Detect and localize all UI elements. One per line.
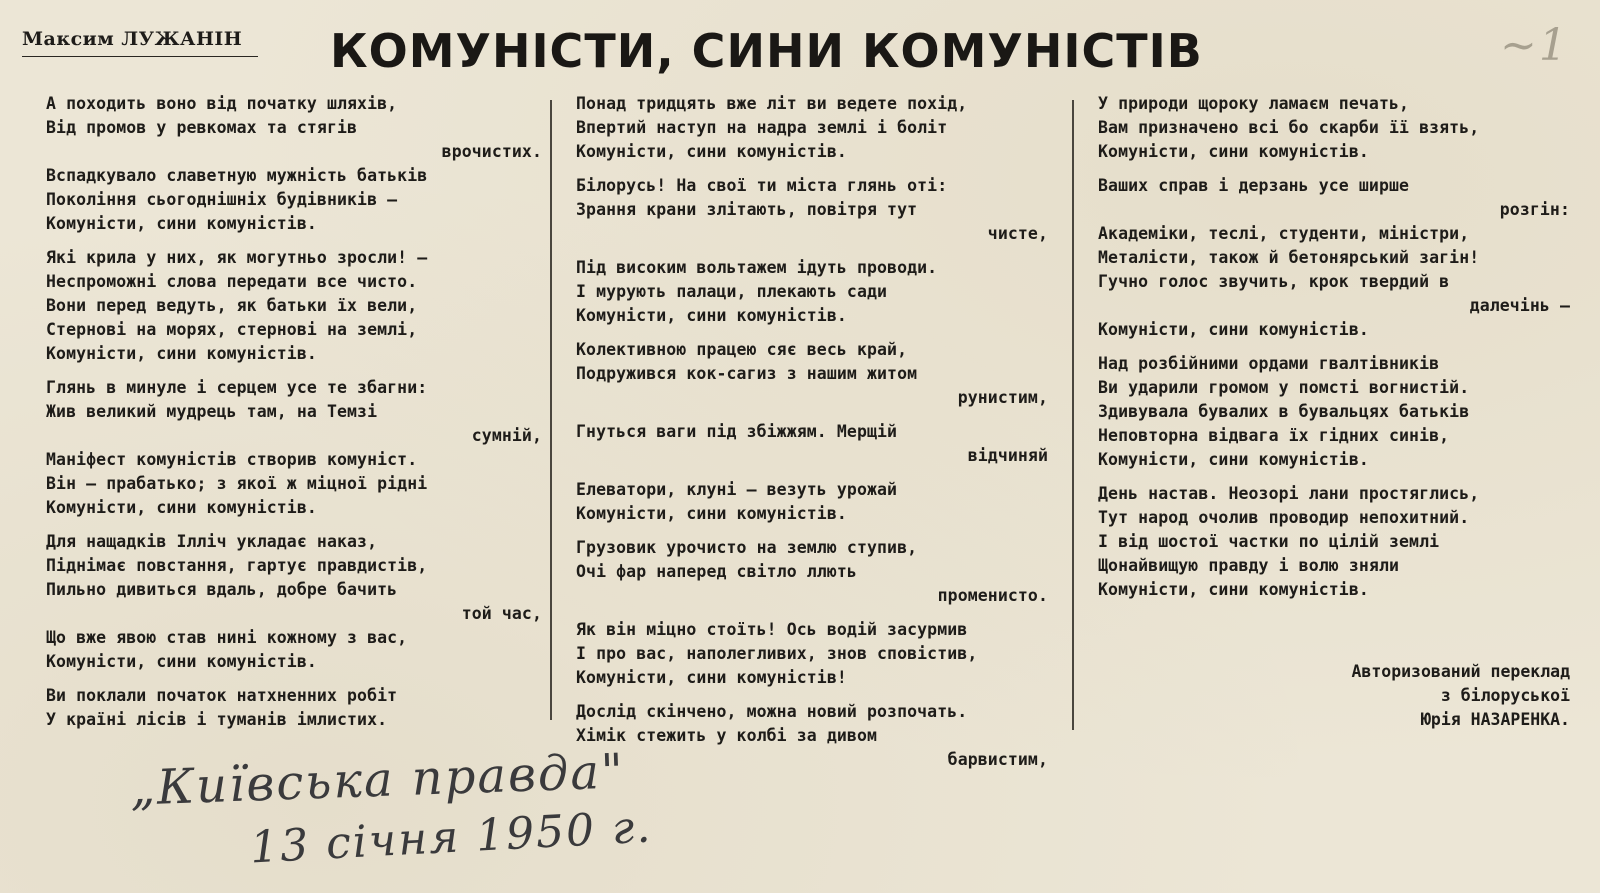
stanza	[576, 420, 1048, 468]
poem-line: Вспадкувало славетную мужність батьків	[46, 166, 428, 185]
poem-line: Комуністи, сини комуністів.	[576, 306, 847, 325]
poem-line: День настав. Неозорі лани простяглись,	[1098, 484, 1480, 503]
poem-line: чисте,	[987, 224, 1048, 243]
poem-line: І від шостої частки по цілій землі	[1098, 532, 1440, 551]
poem-line: відчиняй	[967, 446, 1048, 465]
poem-column-1	[46, 92, 542, 742]
poem-line: Білорусь! На свої ти міста глянь оті:	[576, 176, 948, 195]
poem-line: врочистих.	[441, 142, 542, 161]
poem-line: Комуністи, сини комуністів.	[1098, 320, 1369, 339]
poem-line: барвистим,	[947, 750, 1048, 769]
poem-line: Неспроможні слова передати все чисто.	[46, 272, 418, 291]
stanza	[576, 618, 1048, 690]
signature-line: з білоруської	[1440, 686, 1570, 705]
poem-line: Дослід скінчено, можна новий розпочать.	[576, 702, 968, 721]
poem-line: Покоління сьогоднішніх будівників —	[46, 190, 398, 209]
poem-line: Ви ударили громом у помсті вогнистій.	[1098, 378, 1470, 397]
poem-line: Жив великий мудрець там, на Темзі	[46, 402, 378, 421]
poem-line: Під високим вольтажем ідуть проводи.	[576, 258, 938, 277]
poem-line: Комуністи, сини комуністів.	[46, 344, 317, 363]
poem-line: Колективною працею сяє весь край,	[576, 340, 908, 359]
poem-line: А походить воно від початку шляхів,	[46, 94, 398, 113]
column-divider	[550, 100, 552, 720]
poem-title: КОМУНІСТИ, СИНИ КОМУНІСТІВ	[330, 24, 1203, 78]
poem-line: Грузовик урочисто на землю ступив,	[576, 538, 918, 557]
poem-line: Подружився кок-сагиз з нашим житом	[576, 364, 918, 383]
stanza	[46, 376, 542, 520]
stanza	[46, 530, 542, 674]
poem-line: Тут народ очолив проводир непохитний.	[1098, 508, 1470, 527]
handwritten-date: 13 січня 1950 г.	[248, 801, 654, 874]
poem-line: Ваших справ і дерзань усе ширше	[1098, 176, 1410, 195]
stanza	[576, 478, 1048, 526]
poem-line: Вони перед ведуть, як батьки їх вели,	[46, 296, 418, 315]
poem-line: далечінь —	[1469, 296, 1570, 315]
signature-line: Юрія НАЗАРЕНКА.	[1420, 710, 1570, 729]
poem-line: Комуністи, сини комуністів.	[576, 504, 847, 523]
translator-signature	[1220, 660, 1570, 732]
stanza	[576, 256, 1048, 328]
poem-line: Комуністи, сини комуністів.	[1098, 580, 1369, 599]
stanza	[1098, 482, 1570, 602]
poem-line: Комуністи, сини комуністів.	[576, 142, 847, 161]
poem-line: Гучно голос звучить, крок твердий в	[1098, 272, 1450, 291]
poem-line: Щонайвищую правду і волю зняли	[1098, 556, 1400, 575]
poem-line: І про вас, наполегливих, знов сповістив,	[576, 644, 978, 663]
poem-line: Комуністи, сини комуністів.	[46, 214, 317, 233]
stanza	[576, 92, 1048, 164]
stanza	[576, 700, 1048, 772]
poem-line: Понад тридцять вже літ ви ведете похід,	[576, 94, 968, 113]
poem-line: Здивувала бувалих в бувальцях батьків	[1098, 402, 1470, 421]
poem-line: Елеватори, клуні — везуть урожай	[576, 480, 898, 499]
poem-line: розгін:	[1499, 200, 1570, 219]
handwritten-source: „Київська правда"	[129, 743, 626, 817]
stanza	[46, 684, 542, 732]
poem-line: сумній,	[471, 426, 542, 445]
poem-line: У країні лісів і туманів імлистих.	[46, 710, 388, 729]
poem-line: Як він міцно стоїть! Ось водій засурмив	[576, 620, 968, 639]
poem-line: У природи щороку ламаєм печать,	[1098, 94, 1410, 113]
stanza	[1098, 92, 1570, 164]
poem-line: Для нащадків Ілліч укладає наказ,	[46, 532, 378, 551]
poem-line: Від промов у ревкомах та стягів	[46, 118, 358, 137]
stanza	[46, 246, 542, 366]
poem-line: Пильно дивиться вдаль, добре бачить	[46, 580, 398, 599]
signature-line: Авторизований переклад	[1351, 662, 1570, 681]
poem-line: Маніфест комуністів створив комуніст.	[46, 450, 418, 469]
poem-line: Над розбійними ордами гвалтівників	[1098, 354, 1440, 373]
poem-line: Комуністи, сини комуністів.	[46, 652, 317, 671]
poem-line: Комуністи, сини комуністів.	[1098, 142, 1369, 161]
stanza	[576, 338, 1048, 410]
poem-line: Які крила у них, як могутньо зросли! —	[46, 248, 428, 267]
column-divider	[1072, 100, 1074, 730]
poem-line: Піднімає повстання, гартує правдистів,	[46, 556, 428, 575]
stanza	[576, 536, 1048, 608]
poem-line: Хімік стежить у колбі за дивом	[576, 726, 878, 745]
poem-column-3	[1098, 92, 1570, 612]
poem-column-2	[576, 92, 1048, 782]
author-name: Максим ЛУЖАНІН	[22, 28, 258, 57]
poem-line: променисто.	[937, 586, 1048, 605]
stanza	[576, 174, 1048, 246]
poem-line: той час,	[461, 604, 542, 623]
stanza	[1098, 174, 1570, 342]
poem-line: Він — прабатько; з якої ж міцної рідні	[46, 474, 428, 493]
poem-line: Стернові на морях, стернові на землі,	[46, 320, 418, 339]
stanza	[46, 92, 542, 236]
poem-line: Академіки, теслі, студенти, міністри,	[1098, 224, 1470, 243]
poem-line: рунистим,	[957, 388, 1048, 407]
poem-line: Неповторна відвага їх гідних синів,	[1098, 426, 1450, 445]
poem-line: Що вже явою став нині кожному з вас,	[46, 628, 408, 647]
poem-line: Комуністи, сини комуністів!	[576, 668, 847, 687]
poem-line: Зрання крани злітають, повітря тут	[576, 200, 918, 219]
stanza	[1098, 352, 1570, 472]
poem-line: Глянь в минуле і серцем усе те збагни:	[46, 378, 428, 397]
poem-line: Впертий наступ на надра землі і боліт	[576, 118, 948, 137]
poem-line: І мурують палаци, плекають сади	[576, 282, 888, 301]
poem-line: Ви поклали початок натхненних робіт	[46, 686, 398, 705]
poem-line: Вам призначено всі бо скарби її взять,	[1098, 118, 1480, 137]
poem-line: Комуністи, сини комуністів.	[1098, 450, 1369, 469]
poem-line: Очі фар наперед світло ллють	[576, 562, 857, 581]
poem-line: Комуністи, сини комуністів.	[46, 498, 317, 517]
poem-line: Металісти, також й бетонярський загін!	[1098, 248, 1480, 267]
poem-line: Гнуться ваги під збіжжям. Мерщій	[576, 422, 898, 441]
corner-pencil-mark: ~1	[1500, 20, 1569, 71]
